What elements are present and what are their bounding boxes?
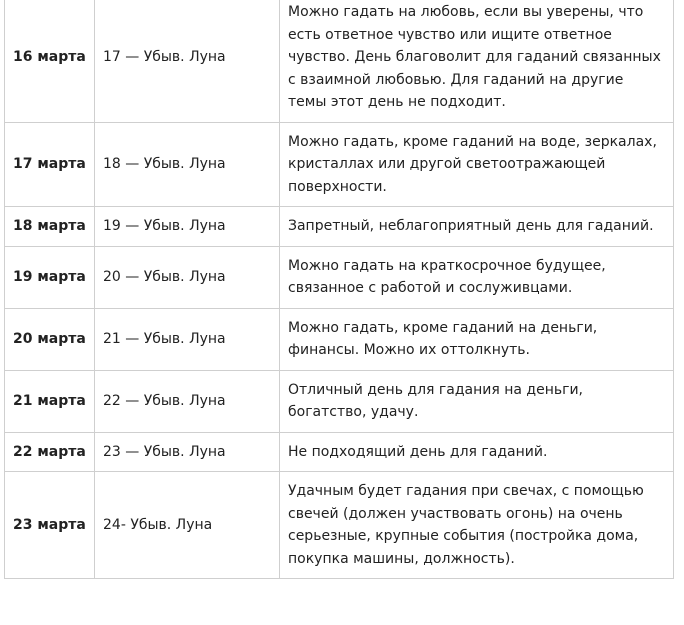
description-cell: Можно гадать, кроме гаданий на деньги, финансы. Можно их оттолкнуть. bbox=[280, 308, 674, 370]
moon-day-cell: 24- Убыв. Луна bbox=[95, 472, 280, 579]
table-row bbox=[5, 122, 674, 207]
date-cell: 19 марта bbox=[5, 246, 95, 308]
table-row bbox=[5, 246, 674, 308]
description-cell: Можно гадать на краткосрочное будущее, связанное с работой и сослуживцами. bbox=[280, 246, 674, 308]
moon-day-cell: 19 — Убыв. Луна bbox=[95, 207, 280, 247]
moon-day-cell: 20 — Убыв. Луна bbox=[95, 246, 280, 308]
date-cell: 17 марта bbox=[5, 122, 95, 207]
table-row bbox=[5, 370, 674, 432]
table-row bbox=[5, 0, 674, 122]
date-cell: 21 марта bbox=[5, 370, 95, 432]
table-row bbox=[5, 308, 674, 370]
lunar-calendar-table bbox=[4, 0, 674, 579]
table-row bbox=[5, 432, 674, 472]
table-row bbox=[5, 472, 674, 579]
description-cell: Запретный, неблагоприятный день для гаданий. bbox=[280, 207, 674, 247]
description-cell: Можно гадать на любовь, если вы уверены, что есть ответное чувство или ищите ответное чувство. День благоволит для гаданий связанных с взаимной любовью. Для гаданий на другие темы этот день не подходит. bbox=[280, 0, 674, 122]
date-cell: 18 марта bbox=[5, 207, 95, 247]
description-cell: Можно гадать, кроме гаданий на воде, зеркалах, кристаллах или другой светоотражающей поверхности. bbox=[280, 122, 674, 207]
description-cell: Отличный день для гадания на деньги, богатство, удачу. bbox=[280, 370, 674, 432]
moon-day-cell: 21 — Убыв. Луна bbox=[95, 308, 280, 370]
date-cell: 20 марта bbox=[5, 308, 95, 370]
date-cell: 22 марта bbox=[5, 432, 95, 472]
table-row bbox=[5, 207, 674, 247]
moon-day-cell: 22 — Убыв. Луна bbox=[95, 370, 280, 432]
description-cell: Не подходящий день для гаданий. bbox=[280, 432, 674, 472]
date-cell: 16 марта bbox=[5, 0, 95, 122]
date-cell: 23 марта bbox=[5, 472, 95, 579]
moon-day-cell: 17 — Убыв. Луна bbox=[95, 0, 280, 122]
moon-day-cell: 23 — Убыв. Луна bbox=[95, 432, 280, 472]
moon-day-cell: 18 — Убыв. Луна bbox=[95, 122, 280, 207]
description-cell: Удачным будет гадания при свечах, с помощью свечей (должен участвовать огонь) на очень серьезные, крупные события (постройка дома, покупка машины, должность). bbox=[280, 472, 674, 579]
